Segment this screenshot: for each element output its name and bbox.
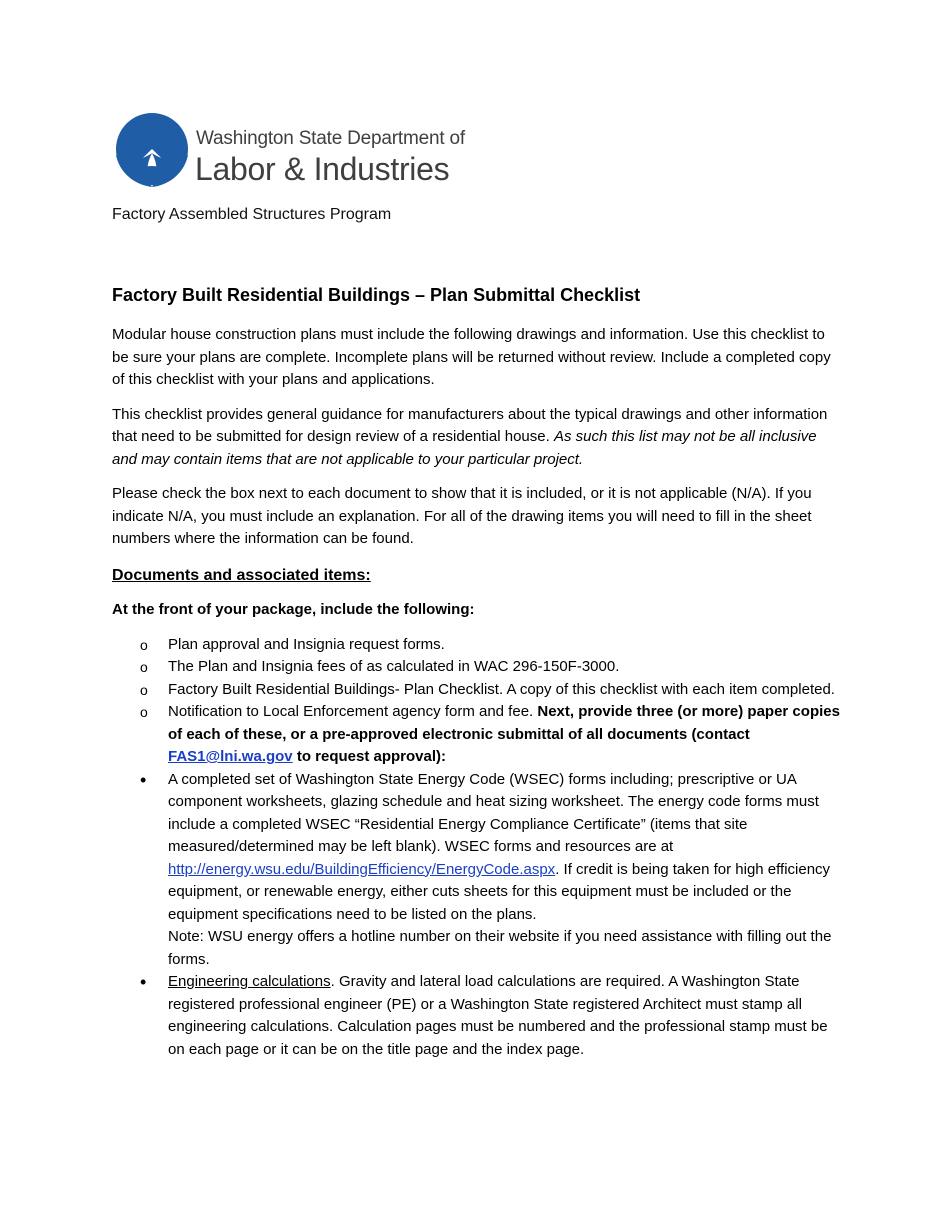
- list-item-forms: [112, 634, 842, 657]
- program-name: Factory Assembled Structures Program: [112, 206, 392, 223]
- list-item-text: Factory Built Residential Buildings- Plan Checklist. A copy of this checklist with each item completed.: [168, 680, 835, 698]
- bullet-icon: •: [140, 769, 147, 790]
- open-bullet-icon: o: [140, 659, 148, 675]
- list-item-notification: [112, 701, 842, 769]
- energy-code-link[interactable]: http://energy.wsu.edu/BuildingEfficiency/EnergyCode.aspx: [168, 860, 556, 878]
- list-item-engineering: [112, 971, 842, 1061]
- list-item-bold-text: Next, provide three (or more) paper copies of each of these, or a pre-approved electronic submittal of all documents (contact: [168, 703, 840, 743]
- bullet-icon: •: [140, 972, 147, 992]
- lni-logo: [113, 113, 465, 193]
- section-heading: Documents and associated items:: [112, 566, 371, 584]
- open-bullet-icon: o: [140, 681, 148, 698]
- list-item-title: Engineering calculations: [168, 973, 331, 990]
- list-item-text: Notification to Local Enforcement agency form and fee.: [168, 703, 538, 720]
- guidance-disclaimer: As such this list may not be all inclusive and may contain items that are not applicable to your particular project.: [112, 428, 817, 468]
- email-link[interactable]: FAS1@lni.wa.gov: [168, 748, 293, 765]
- open-bullet-icon: o: [140, 704, 148, 720]
- list-item-bold-text-end: to request approval):: [292, 748, 447, 765]
- list-item-text-continued: . If credit is being taken for high efficiency equipment, or renewable energy, either cuts sheets for this equipment must be included or the equipment specifications need to be listed on the plans.: [168, 860, 831, 923]
- list-item-note: Note: WSU energy offers a hotline number on their website if you need assistance with filling out the forms.: [168, 928, 832, 968]
- lni-logo-mark-icon: [113, 113, 191, 191]
- logo-department-text: Washington State Department of: [196, 128, 465, 149]
- document-body: [112, 284, 842, 1061]
- open-bullet-icon: o: [140, 636, 148, 653]
- list-item-fees: [112, 656, 842, 679]
- checklist: [112, 634, 842, 1062]
- intro-paragraph: Modular house construction plans must include the following drawings and information. Use this checklist to be sure your plans are complete. Incomplete plans will be returned without review. Include a completed copy of this checklist with your plans and applications.: [112, 326, 831, 388]
- list-item-energy-code: [112, 769, 842, 972]
- guidance-text: This checklist provides general guidance for manufacturers about the typical drawings and other information that need to be submitted for design review of a residential house.: [112, 405, 828, 445]
- instructions-paragraph: Please check the box next to each document to show that it is included, or it is not applicable (N/A). If you indicate N/A, you must include an explanation. For all of the drawing items you will need to fill in the sheet numbers where the information can be found.: [112, 485, 812, 547]
- guidance-paragraph: [112, 404, 842, 472]
- logo-agency-text: Labor & Industries: [195, 151, 450, 187]
- subheading: At the front of your package, include the following:: [112, 601, 475, 618]
- list-item-checklist: [112, 679, 842, 702]
- list-item-text: . Gravity and lateral load calculations are required. A Washington State registered professional engineer (PE) or a Washington State registered Architect must stamp all engineering calculations. Calculation pages must be numbered and the professional stamp must be on each page or it can be on the title page and the index page.: [168, 973, 828, 1058]
- list-item-text: The Plan and Insignia fees of as calculated in WAC 296-150F-3000.: [168, 658, 620, 675]
- list-item-text: A completed set of Washington State Energy Code (WSEC) forms including; prescriptive or UA component worksheets, glazing schedule and heat sizing worksheet. The energy code forms must include a completed WSEC “Residential Energy Compliance Certificate” (items that site measured/determined may be left blank). WSEC forms and resources are at: [168, 770, 819, 855]
- list-item-text: Plan approval and Insignia request forms.: [168, 635, 445, 653]
- page-title: Factory Built Residential Buildings – Plan Submittal Checklist: [112, 285, 641, 305]
